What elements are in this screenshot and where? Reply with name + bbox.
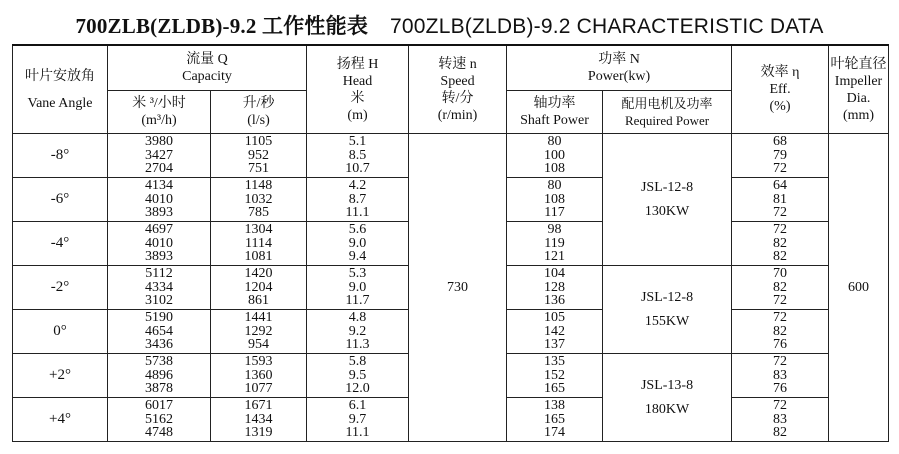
characteristic-table xyxy=(12,44,889,442)
head-cell-value: 9.0 xyxy=(348,279,367,295)
required-power-cell xyxy=(603,134,732,266)
capacity-m3h-cell-value: 3878 xyxy=(145,381,173,397)
head-cell-value: 8.7 xyxy=(348,191,367,207)
capacity-ls-cell xyxy=(211,354,307,398)
head-cell-value: 9.2 xyxy=(348,323,367,339)
eff-cell xyxy=(732,178,829,222)
vane-angle-cell xyxy=(13,222,108,266)
capacity-m3h-cell-value: 4010 xyxy=(145,191,173,207)
vane-angle-cell xyxy=(13,266,108,310)
head-cell-value: 9.7 xyxy=(348,411,367,427)
head-cell-value: 10.7 xyxy=(345,161,370,177)
capacity-ls-cell-value: 1593 xyxy=(244,354,273,370)
eff-cell xyxy=(732,222,829,266)
head-cell xyxy=(307,310,409,354)
shaft-power-cell-value: 108 xyxy=(544,161,566,177)
shaft-power-cell-value: 135 xyxy=(544,354,566,370)
capacity-ls-cell xyxy=(211,222,307,266)
vane-angle-cell-value: -4° xyxy=(50,234,70,251)
eff-cell xyxy=(732,134,829,178)
shaft-power-cell xyxy=(507,354,603,398)
eff-cell xyxy=(732,398,829,442)
eff-cell xyxy=(732,354,829,398)
eff-cell xyxy=(732,310,829,354)
capacity-m3h-cell-value: 4010 xyxy=(145,235,173,251)
title-en: 700ZLB(ZLDB)-9.2 CHARACTERISTIC DATA xyxy=(390,15,824,38)
capacity-ls-cell-value: 1148 xyxy=(244,178,273,194)
shaft-power-cell-value: 137 xyxy=(544,337,566,353)
shaft-power-cell xyxy=(507,178,603,222)
eff-cell-value: 79 xyxy=(773,147,788,163)
eff-cell xyxy=(732,266,829,310)
shaft-power-cell-value: 121 xyxy=(544,249,566,265)
header-required-power: 配用电机及功率 Required Power xyxy=(603,91,732,134)
eff-cell-value: 76 xyxy=(773,381,788,397)
eff-cell-value: 82 xyxy=(773,279,788,295)
vane-angle-cell xyxy=(13,178,108,222)
eff-cell-value: 70 xyxy=(773,266,788,282)
capacity-m3h-cell-value: 4654 xyxy=(145,323,173,339)
head-cell-value: 5.3 xyxy=(348,266,367,282)
capacity-m3h-cell-value: 3436 xyxy=(145,337,173,353)
head-cell-value: 4.2 xyxy=(348,178,367,194)
header-impeller: 叶轮直径 Impeller Dia. (mm) xyxy=(829,45,889,134)
shaft-power-cell-value: 138 xyxy=(544,398,566,414)
eff-cell-value: 82 xyxy=(773,425,788,441)
capacity-ls-cell-value: 861 xyxy=(248,293,269,309)
head-cell-value: 11.1 xyxy=(345,205,370,221)
capacity-ls-cell-value: 1077 xyxy=(244,381,273,397)
header-vane-angle: 叶片安放角 Vane Angle xyxy=(13,45,108,134)
shaft-power-cell-value: 136 xyxy=(544,293,566,309)
capacity-ls-cell-value: 1114 xyxy=(245,235,272,251)
required-power-cell-value: JSL-12-8 xyxy=(640,179,694,195)
capacity-ls-cell-value: 952 xyxy=(248,147,269,163)
capacity-m3h-cell xyxy=(108,266,211,310)
required-power-cell-value: 180KW xyxy=(644,401,690,417)
capacity-m3h-cell-value: 3893 xyxy=(145,205,173,221)
capacity-m3h-cell xyxy=(108,134,211,178)
capacity-ls-cell xyxy=(211,398,307,442)
eff-cell-value: 72 xyxy=(773,398,788,414)
header-speed: 转速 n Speed 转/分 (r/min) xyxy=(409,45,507,134)
required-power-cell xyxy=(603,266,732,354)
head-cell-value: 11.3 xyxy=(345,337,370,353)
head-cell-value: 5.8 xyxy=(348,354,367,370)
shaft-power-cell-value: 165 xyxy=(544,381,566,397)
head-cell-value: 9.5 xyxy=(348,367,367,383)
shaft-power-cell xyxy=(507,134,603,178)
head-cell-value: 9.4 xyxy=(348,249,367,265)
shaft-power-cell-value: 98 xyxy=(547,222,562,238)
eff-cell-value: 72 xyxy=(773,354,788,370)
capacity-ls-cell-value: 1204 xyxy=(244,279,273,295)
shaft-power-cell-value: 142 xyxy=(544,323,566,339)
capacity-m3h-cell xyxy=(108,310,211,354)
vane-angle-cell-value: +4° xyxy=(49,410,71,427)
head-cell xyxy=(307,398,409,442)
capacity-ls-cell xyxy=(211,178,307,222)
shaft-power-cell-value: 128 xyxy=(544,279,566,295)
capacity-ls-cell-value: 1434 xyxy=(244,411,273,427)
capacity-m3h-cell-value: 6017 xyxy=(145,398,173,414)
table-body xyxy=(13,134,889,442)
vane-angle-cell xyxy=(13,354,108,398)
capacity-ls-cell-value: 1441 xyxy=(244,310,273,326)
capacity-m3h-cell xyxy=(108,222,211,266)
header-capacity-m3h: 米 ³/小时 (m³/h) xyxy=(108,91,211,134)
eff-cell-value: 72 xyxy=(773,205,788,221)
capacity-m3h-cell-value: 5190 xyxy=(145,310,173,326)
capacity-ls-cell-value: 1420 xyxy=(244,266,273,282)
capacity-m3h-cell-value: 2704 xyxy=(145,161,173,177)
speed-cell xyxy=(409,134,507,442)
capacity-ls-cell-value: 1319 xyxy=(244,425,273,441)
capacity-m3h-cell-value: 4134 xyxy=(145,178,173,194)
speed-cell-value: 730 xyxy=(447,279,469,295)
required-power-cell-value: JSL-13-8 xyxy=(640,377,694,393)
eff-cell-value: 81 xyxy=(773,191,788,207)
required-power-cell-value: JSL-12-8 xyxy=(640,289,694,305)
impeller-cell-value: 600 xyxy=(848,279,870,295)
head-cell-value: 12.0 xyxy=(345,381,370,397)
header-capacity: 流量 Q Capacity xyxy=(108,45,307,91)
capacity-ls-cell-value: 1105 xyxy=(244,134,273,150)
capacity-m3h-cell-value: 3980 xyxy=(145,134,173,150)
capacity-m3h-cell-value: 4334 xyxy=(145,279,173,295)
capacity-m3h-cell xyxy=(108,354,211,398)
head-cell-value: 5.1 xyxy=(348,134,367,150)
vane-angle-cell-value: +2° xyxy=(49,366,71,383)
shaft-power-cell-value: 108 xyxy=(544,191,566,207)
capacity-ls-cell xyxy=(211,310,307,354)
required-power-cell-value: 155KW xyxy=(644,313,690,329)
capacity-ls-cell-value: 785 xyxy=(248,205,269,221)
head-cell xyxy=(307,266,409,310)
capacity-m3h-cell-value: 3102 xyxy=(145,293,173,309)
capacity-ls-cell-value: 1032 xyxy=(244,191,273,207)
vane-angle-cell xyxy=(13,134,108,178)
shaft-power-cell-value: 80 xyxy=(547,178,562,194)
title-cn: 700ZLB(ZLDB)-9.2 工作性能表 xyxy=(75,14,369,38)
eff-cell-value: 72 xyxy=(773,161,788,177)
required-power-cell-value: 130KW xyxy=(644,203,690,219)
head-cell xyxy=(307,222,409,266)
table-row xyxy=(13,134,889,178)
shaft-power-cell-value: 100 xyxy=(544,147,566,163)
capacity-m3h-cell-value: 4697 xyxy=(145,222,173,238)
impeller-cell xyxy=(829,134,889,442)
capacity-m3h-cell-value: 3427 xyxy=(145,147,173,163)
vane-angle-cell xyxy=(13,310,108,354)
capacity-m3h-cell-value: 4748 xyxy=(145,425,173,441)
eff-cell-value: 72 xyxy=(773,222,788,238)
eff-cell-value: 82 xyxy=(773,249,788,265)
head-cell-value: 11.7 xyxy=(345,293,370,309)
required-power-cell xyxy=(603,354,732,442)
shaft-power-cell xyxy=(507,266,603,310)
eff-cell-value: 68 xyxy=(773,134,788,150)
capacity-m3h-cell-value: 3893 xyxy=(145,249,173,265)
vane-angle-cell-value: -6° xyxy=(50,190,70,207)
shaft-power-cell xyxy=(507,222,603,266)
capacity-ls-cell xyxy=(211,134,307,178)
head-cell-value: 5.6 xyxy=(348,222,367,238)
eff-cell-value: 72 xyxy=(773,293,788,309)
eff-cell-value: 83 xyxy=(773,367,788,383)
vane-angle-cell xyxy=(13,398,108,442)
vane-angle-cell-value: 0° xyxy=(53,322,67,339)
capacity-ls-cell-value: 954 xyxy=(248,337,269,353)
shaft-power-cell-value: 119 xyxy=(544,235,565,251)
eff-cell-value: 82 xyxy=(773,235,788,251)
shaft-power-cell-value: 80 xyxy=(547,134,562,150)
eff-cell-value: 76 xyxy=(773,337,788,353)
shaft-power-cell-value: 152 xyxy=(544,367,566,383)
capacity-ls-cell xyxy=(211,266,307,310)
shaft-power-cell-value: 165 xyxy=(544,411,566,427)
page-title xyxy=(0,10,899,40)
eff-cell-value: 64 xyxy=(773,178,788,194)
capacity-ls-cell-value: 1671 xyxy=(244,398,273,414)
capacity-ls-cell-value: 1292 xyxy=(244,323,273,339)
capacity-ls-cell-value: 751 xyxy=(248,161,269,177)
shaft-power-cell-value: 117 xyxy=(544,205,565,221)
capacity-m3h-cell xyxy=(108,178,211,222)
header-shaft-power: 轴功率 Shaft Power xyxy=(507,91,603,134)
vane-angle-cell-value: -2° xyxy=(50,278,70,295)
shaft-power-cell xyxy=(507,398,603,442)
head-cell xyxy=(307,354,409,398)
header-power: 功率 N Power(kw) xyxy=(507,45,732,91)
vane-angle-cell-value: -8° xyxy=(50,146,70,163)
capacity-m3h-cell-value: 5738 xyxy=(145,354,173,370)
shaft-power-cell-value: 104 xyxy=(544,266,566,282)
head-cell-value: 9.0 xyxy=(348,235,367,251)
capacity-ls-cell-value: 1081 xyxy=(244,249,273,265)
header-eff: 效率 η Eff. (%) xyxy=(732,45,829,134)
head-cell-value: 6.1 xyxy=(348,398,367,414)
capacity-m3h-cell-value: 5112 xyxy=(145,266,173,282)
header-head: 扬程 H Head 米 (m) xyxy=(307,45,409,134)
head-cell xyxy=(307,178,409,222)
capacity-m3h-cell xyxy=(108,398,211,442)
eff-cell-value: 83 xyxy=(773,411,788,427)
capacity-m3h-cell-value: 4896 xyxy=(145,367,173,383)
head-cell-value: 4.8 xyxy=(348,310,367,326)
eff-cell-value: 82 xyxy=(773,323,788,339)
head-cell-value: 11.1 xyxy=(345,425,370,441)
eff-cell-value: 72 xyxy=(773,310,788,326)
header-capacity-ls: 升/秒 (l/s) xyxy=(211,91,307,134)
shaft-power-cell-value: 174 xyxy=(544,425,566,441)
capacity-ls-cell-value: 1360 xyxy=(244,367,273,383)
head-cell xyxy=(307,134,409,178)
shaft-power-cell-value: 105 xyxy=(544,310,566,326)
shaft-power-cell xyxy=(507,310,603,354)
head-cell-value: 8.5 xyxy=(348,147,367,163)
capacity-m3h-cell-value: 5162 xyxy=(145,411,173,427)
capacity-ls-cell-value: 1304 xyxy=(244,222,273,238)
